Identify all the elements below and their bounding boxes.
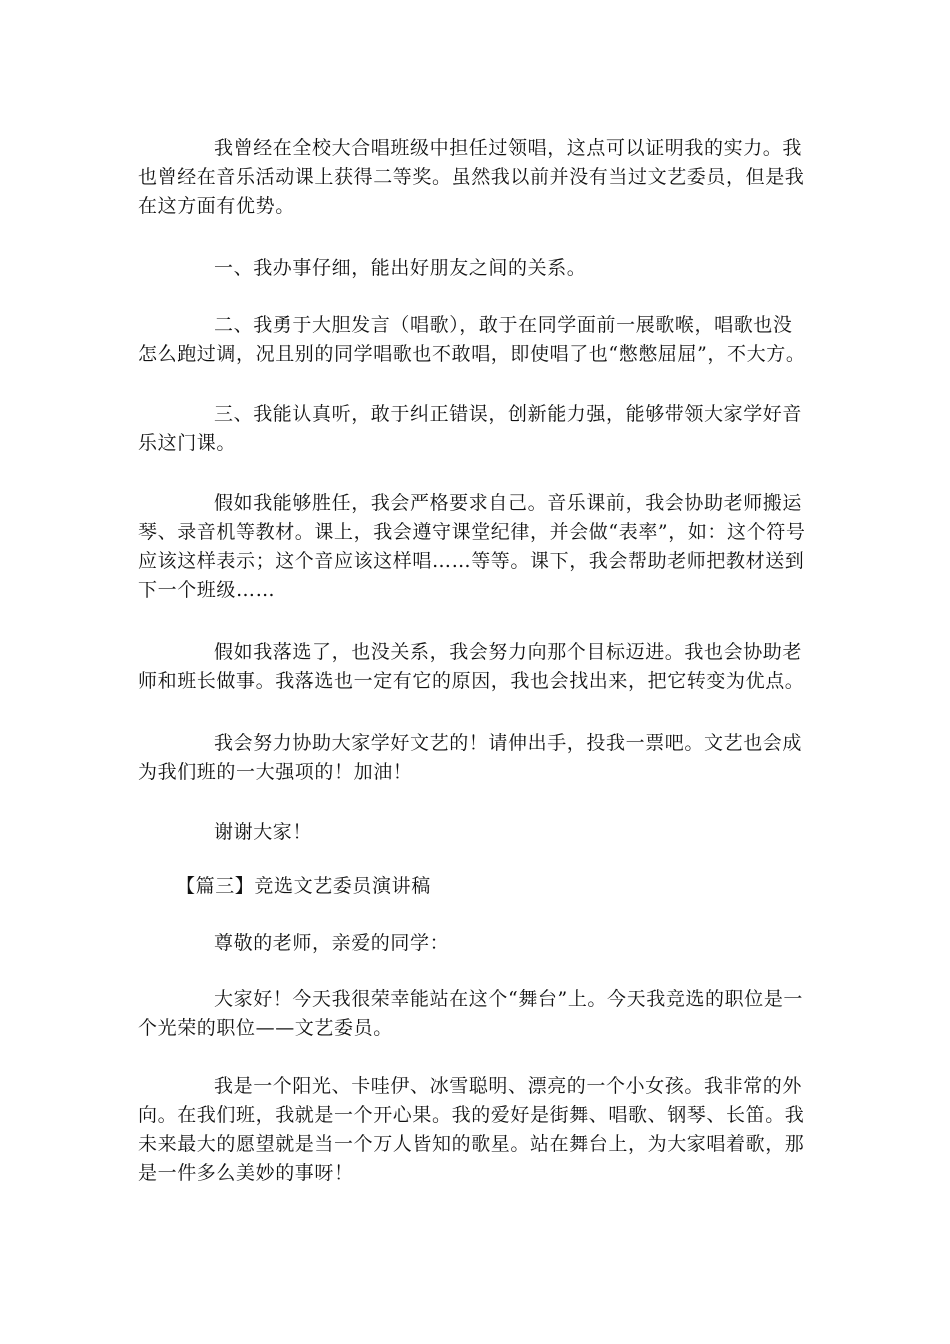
paragraph-salutation: 尊敬的老师，亲爱的同学： xyxy=(214,932,450,954)
document-page xyxy=(138,0,810,1344)
paragraph-self-introduction: 我是一个阳光、卡哇伊、冰雪聪明、漂亮的一个小女孩。我非常的外向。在我们班，我就是一个开心果。我的爱好是街舞、唱歌、钢琴、长笛。我未来最大的愿望就是当一个万人皆知的歌星。站在舞台上，为大家唱着歌，那是一件多么美妙的事呀！ xyxy=(138,1075,805,1184)
paragraph-point-one: 一、我办事仔细，能出好朋友之间的关系。 xyxy=(214,257,587,279)
section-heading: 【篇三】竞选文艺委员演讲稿 xyxy=(176,875,431,897)
paragraph-if-elected: 假如我能够胜任，我会严格要求自己。音乐课前，我会协助老师搬运琴、录音机等教材。课上，我会遵守课堂纪律，并会做“表率”，如：这个符号应该这样表示；这个音应该这样唱……等等。课下，我会帮助老师把教材送到下一个班级…… xyxy=(138,492,806,601)
paragraph-if-not-elected: 假如我落选了，也没关系，我会努力向那个目标迈进。我也会协助老师和班长做事。我落选也一定有它的原因，我也会找出来，把它转变为优点。 xyxy=(138,641,805,692)
paragraph-qualifications: 我曾经在全校大合唱班级中担任过领唱，这点可以证明我的实力。我也曾经在音乐活动课上获得二等奖。虽然我以前并没有当过文艺委员，但是我在这方面有优势。 xyxy=(138,137,805,217)
paragraph-point-three: 三、我能认真听，敢于纠正错误，创新能力强，能够带领大家学好音乐这门课。 xyxy=(138,403,803,454)
paragraph-greeting: 大家好！今天我很荣幸能站在这个“舞台”上。今天我竞选的职位是一个光荣的职位——文艺委员。 xyxy=(138,988,804,1039)
paragraph-thanks: 谢谢大家！ xyxy=(214,821,313,843)
paragraph-vote-appeal: 我会努力协助大家学好文艺的！请伸出手，投我一票吧。文艺也会成为我们班的一大强项的！加油！ xyxy=(138,732,803,783)
paragraph-point-two: 二、我勇于大胆发言（唱歌），敢于在同学面前一展歌喉，唱歌也没怎么跑过调，况且别的同学唱歌也不敢唱，即使唱了也“憋憋屈屈”，不大方。 xyxy=(138,314,806,365)
